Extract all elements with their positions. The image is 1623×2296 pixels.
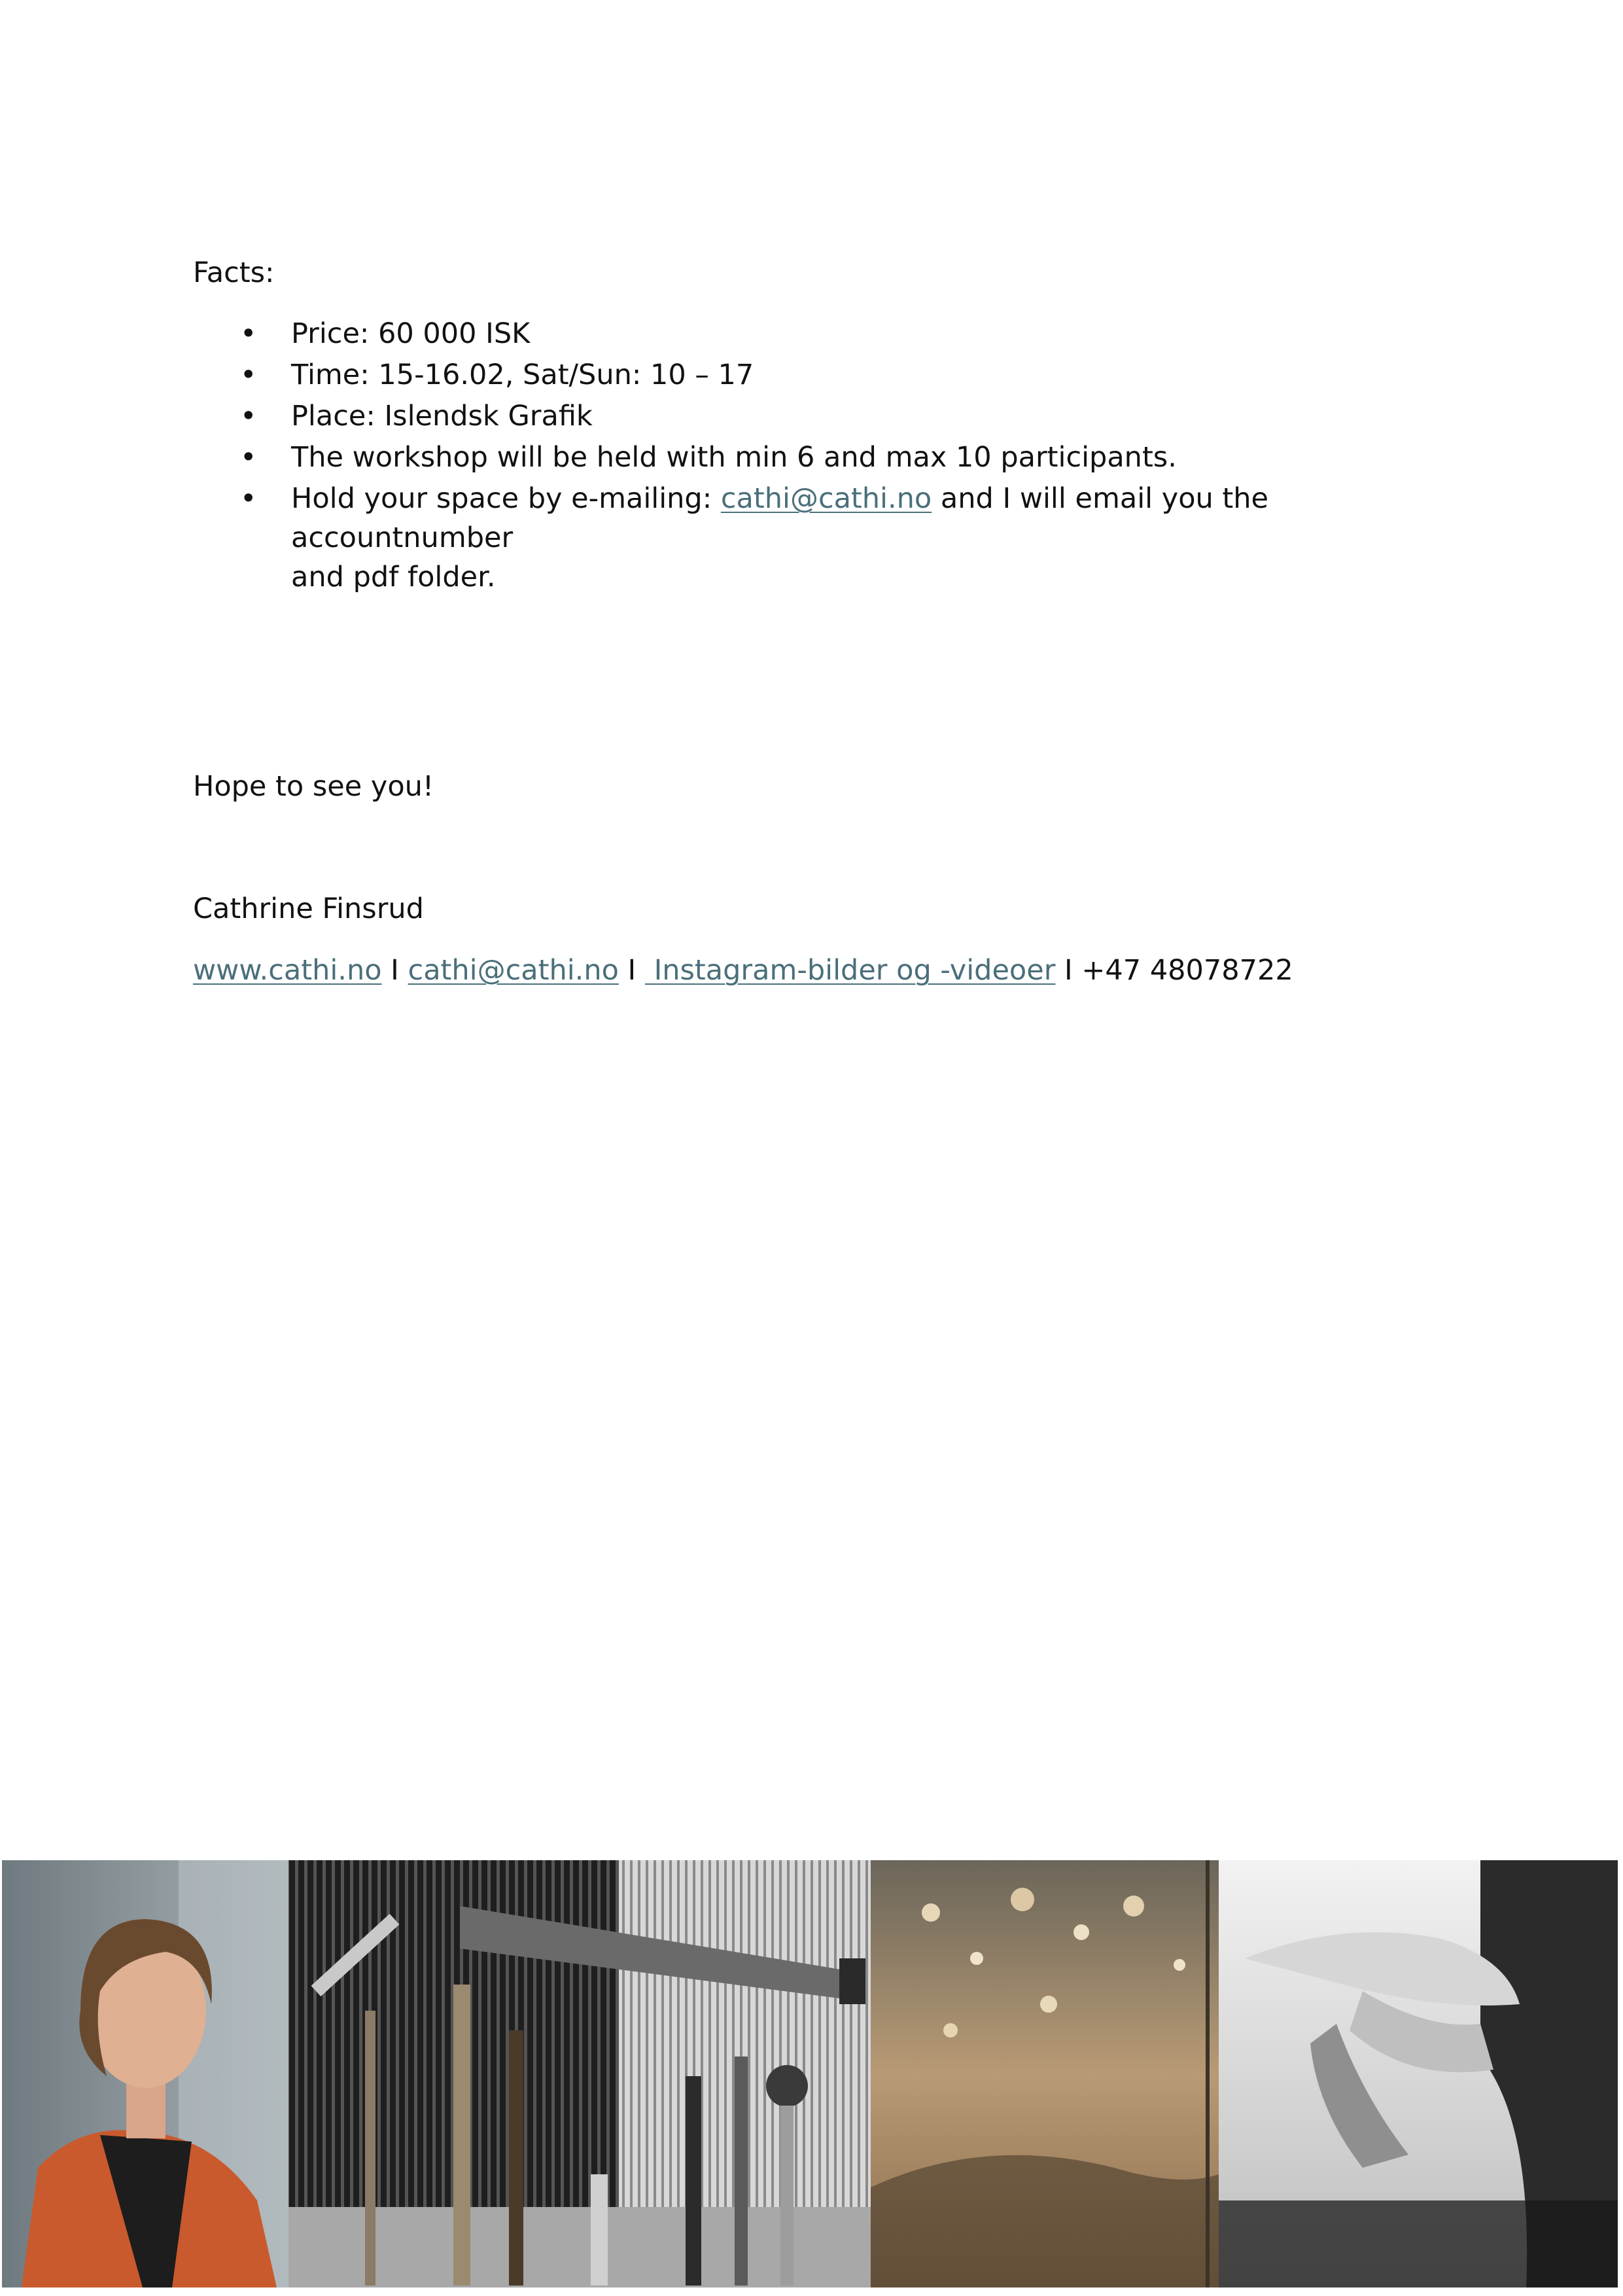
bullet-icon: • xyxy=(240,400,257,433)
instagram-link[interactable]: Instagram-bilder og -videoer xyxy=(644,954,1056,987)
hold-prefix: Hold your space by e-mailing: xyxy=(291,482,721,515)
bullet-icon: • xyxy=(240,482,257,515)
website-link[interactable]: www.cathi.no xyxy=(193,954,382,987)
hold-line2: and pdf folder. xyxy=(291,561,496,593)
list-item xyxy=(193,314,1475,355)
bullet-icon: • xyxy=(240,359,257,391)
list-item xyxy=(193,479,1475,597)
print-texture-photo xyxy=(871,1860,1219,2287)
fact-time: Time: 15-16.02, Sat/Sun: 10 – 17 xyxy=(291,359,754,391)
photo-strip xyxy=(2,1860,1618,2287)
signature-name: Cathrine Finsrud xyxy=(193,892,424,925)
separator: I xyxy=(618,954,645,987)
fact-place: Place: Islendsk Grafik xyxy=(291,400,593,433)
hold-suffix: and I will email you the accountnumber xyxy=(291,482,1268,554)
separator: I xyxy=(381,954,408,987)
bullet-icon: • xyxy=(240,441,257,474)
closing-text: Hope to see you! xyxy=(193,770,434,803)
bullet-icon: • xyxy=(240,317,257,350)
facts-list xyxy=(193,314,1475,597)
email-link[interactable]: cathi@cathi.no xyxy=(408,954,619,987)
list-item xyxy=(193,397,1475,438)
tools-photo xyxy=(288,1860,871,2287)
portrait-photo xyxy=(2,1860,288,2287)
fact-price: Price: 60 000 ISK xyxy=(291,317,531,350)
facts-heading: Facts: xyxy=(193,256,275,289)
separator: I xyxy=(1055,954,1082,987)
hold-email-link[interactable]: cathi@cathi.no xyxy=(720,482,932,515)
list-item xyxy=(193,438,1475,479)
list-item xyxy=(193,355,1475,397)
hands-photo xyxy=(1219,1860,1618,2287)
fact-participants: The workshop will be held with min 6 and max 10 participants. xyxy=(291,441,1177,474)
phone-number: +47 48078722 xyxy=(1081,954,1293,987)
contact-line xyxy=(193,951,1293,990)
